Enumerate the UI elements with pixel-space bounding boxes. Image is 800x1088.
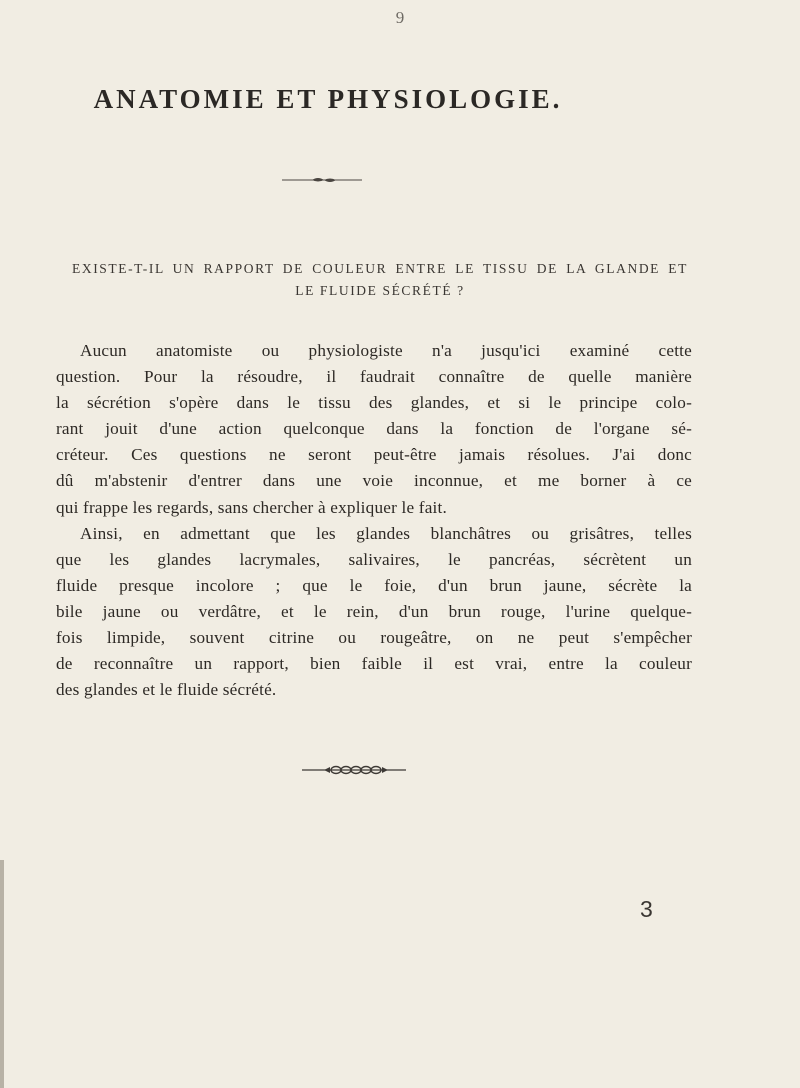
body-line: des glandes et le fluide sécrété. [56,680,277,700]
body-line: Aucun anatomiste ou physiologiste n'a jusqu'ici examiné cette [80,341,692,360]
body-line: bile jaune ou verdâtre, et le rein, d'un brun rouge, l'urine quelque- [56,601,692,621]
binding-edge [0,860,4,1088]
heading-line: EXISTE-T-IL UN RAPPORT DE COULEUR ENTRE LE TISSU DE LA GLANDE ET [72,261,688,276]
body-line: dû m'abstenir d'entrer dans une voie inconnue, et me borner à ce [56,471,692,491]
folio-number: 3 [640,896,653,922]
body-line: Ainsi, en admettant que les glandes blanchâtres ou grisâtres, telles [80,523,692,543]
body-line: de reconnaître un rapport, bien faible il est vrai, entre la couleur [56,654,692,674]
article-heading [72,258,688,302]
body-line: question. Pour la résoudre, il faudrait connaître de quelle manière [56,367,692,387]
body-line: la sécrétion s'opère dans le tissu des glandes, et si le principe colo- [56,393,692,413]
section-title: ANATOMIE ET PHYSIOLOGIE. [93,84,563,114]
ornament-divider-bottom [302,764,406,776]
body-line: fois limpide, souvent citrine ou rougeâtre, on ne peut s'empêcher [56,628,692,648]
page-number: 9 [395,8,405,27]
body-line: que les glandes lacrymales, salivaires, le pancréas, sécrètent un [56,549,692,569]
body-line: rant jouit d'une action quelconque dans la fonction de l'organe sé- [56,419,692,439]
article-body [56,338,692,703]
body-line: qui frappe les regards, sans chercher à expliquer le fait. [56,497,447,517]
body-line: créteur. Ces questions ne seront peut-être jamais résolues. J'ai donc [56,445,692,465]
heading-line: LE FLUIDE SÉCRÉTÉ ? [295,283,465,298]
ornament-divider-top [282,176,362,184]
body-line: fluide presque incolore ; que le foie, d'un brun jaune, sécrète la [56,575,692,595]
